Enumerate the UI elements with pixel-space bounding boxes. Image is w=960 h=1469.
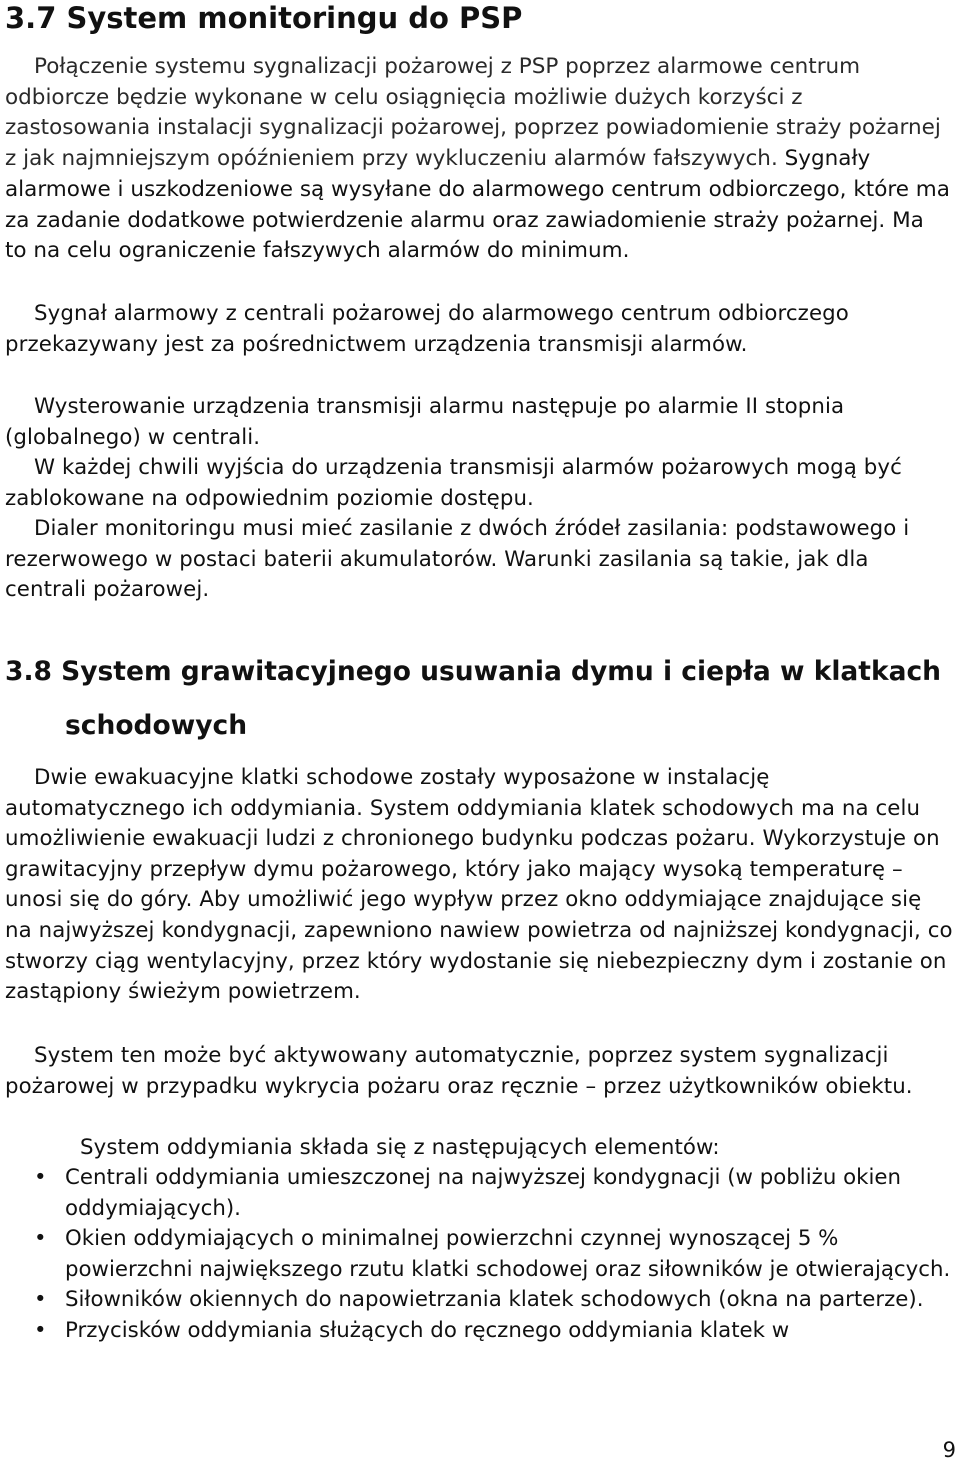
paragraph-blocking-text: W każdej chwili wyjścia do urządzenia transmisji alarmów pożarowych mogą być zablokowane na odpowiednim poziomie dostępu. (5, 455, 902, 511)
list-item (0, 1224, 953, 1285)
section-heading-3-8: 3.8 System grawitacyjnego usuwania dymu i ciepła w klatkach (5, 656, 942, 687)
list-item (0, 1285, 953, 1316)
list-intro: System oddymiania składa się z następujących elementów: (80, 1135, 720, 1160)
paragraph-activation (5, 1041, 953, 1102)
paragraph-blocking (5, 453, 953, 514)
section-heading-3-7: 3.7 System monitoringu do PSP (5, 1, 523, 35)
paragraph-triggering-text: Wysterowanie urządzenia transmisji alarmu następuje po alarmie II stopnia (globalnego) w centrali. (5, 394, 845, 450)
list-item-text: Okien oddymiających o minimalnej powierzchni czynnej wynoszącej 5 % powierzchni największego rzutu klatki schodowej oraz siłowników je otwierających. (65, 1226, 951, 1282)
paragraph-psp-connection-text: Połączenie systemu sygnalizacji pożarowej z PSP poprzez alarmowe centrum odbiorcze będzie wykonane w celu osiągnięcia możliwie dużych korzyści z zastosowania instalacji sygnalizacji pożarowej, poprzez powiadomienie straży pożarnej z jak najmniejszym opóźnieniem przy wykluczeniu alarmów fałszywych. (5, 54, 941, 172)
paragraph-psp-connection (5, 52, 950, 267)
components-list (0, 1163, 960, 1347)
paragraph-alarm-signal-text: Sygnał alarmowy z centrali pożarowej do alarmowego centrum odbiorczego przekazywany jest za pośrednictwem urządzenia transmisji alarmów. (5, 301, 849, 357)
paragraph-signals-text: Sygnały alarmowe i uszkodzeniowe są wysyłane do alarmowego centrum odbiorczego, które ma za zadanie dodatkowe potwierdzenie alarmu oraz zawiadomienie straży pożarnej. Ma to na celu ograniczenie fałszywych alarmów do minimum. (5, 146, 950, 264)
list-item-text: Centrali oddymiania umieszczonej na najwyższej kondygnacji (w pobliżu okien oddymiających). (65, 1165, 901, 1221)
paragraph-smoke-extraction-text: Dwie ewakuacyjne klatki schodowe zostały wyposażone w instalację automatycznego ich oddymiania. System oddymiania klatek schodowych ma na celu umożliwienie ewakuacji ludzi z chronionego budynku podczas pożaru. Wykorzystuje on grawitacyjny przepływ dymu pożarowego, który jako mający wysoką temperaturę – unosi się do góry. Aby umożliwić jego wypływ przez okno oddymiające znajdujące się na najwyższej kondygnacji, zapewniono nawiew powietrza od najniższej kondygnacji, co stworzy ciąg wentylacyjny, przez który wydostanie się niebezpieczny dym i zostanie on zastąpiony świeżym powietrzem. (5, 765, 953, 1005)
paragraph-smoke-extraction (5, 763, 953, 1008)
list-item-text: Siłowników okiennych do napowietrzania klatek schodowych (okna na parterze). (65, 1287, 924, 1313)
bullet-icon: • (34, 1165, 47, 1190)
bullet-icon: • (34, 1317, 47, 1343)
paragraph-dialer-power (5, 514, 953, 606)
paragraph-triggering (5, 392, 953, 453)
page-number: 9 (942, 1438, 956, 1462)
paragraph-activation-text: System ten może być aktywowany automatycznie, poprzez system sygnalizacji pożarowej w przypadku wykrycia pożaru oraz ręcznie – przez użytkowników obiektu. (5, 1043, 913, 1099)
section-heading-3-8-cont: schodowych (65, 710, 248, 741)
list-item (0, 1163, 953, 1224)
list-item-text: Przycisków oddymiania służących do ręcznego oddymiania klatek w (65, 1317, 790, 1343)
bullet-icon: • (34, 1287, 47, 1313)
list-item (0, 1316, 953, 1347)
bullet-icon: • (34, 1226, 47, 1252)
paragraph-alarm-signal (5, 299, 953, 360)
paragraph-dialer-power-text: Dialer monitoringu musi mieć zasilanie z dwóch źródeł zasilania: podstawowego i rezerwowego w postaci baterii akumulatorów. Warunki zasilania są takie, jak dla centrali pożarowej. (5, 516, 910, 603)
